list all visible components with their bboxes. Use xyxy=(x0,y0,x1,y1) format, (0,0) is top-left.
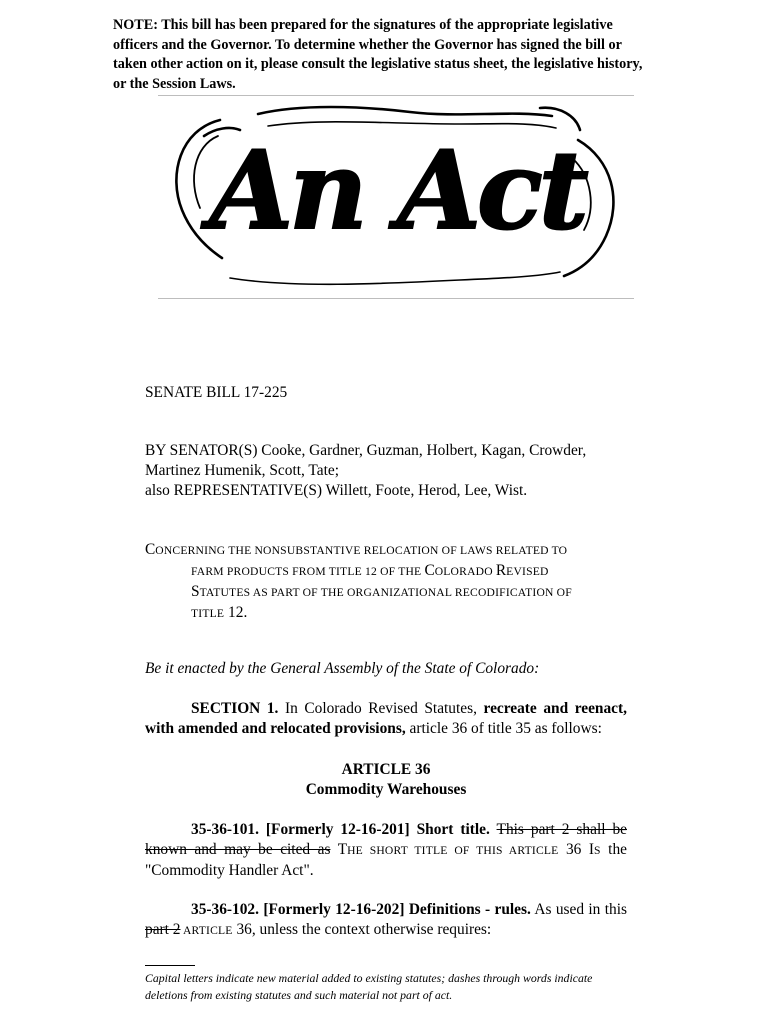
house-sponsors: also REPRESENTATIVE(S) Willett, Foote, Herod, Lee, Wist. xyxy=(145,482,528,499)
title-statutes-initial: S xyxy=(191,583,200,600)
section-1-text-end: article 36 of title 35 as follows: xyxy=(405,720,602,737)
section-35-36-102 xyxy=(145,900,627,941)
an-act-logo-text: An Act xyxy=(209,128,585,254)
legislative-note: NOTE: This bill has been prepared for the signatures of the appropriate legislative officers and the Governor. To determine whether the Governor has signed the bill or taken other action on it, please consult the legislative status sheet, the legislative history, or the Session Laws. xyxy=(113,17,643,92)
sec102-text: As used in this xyxy=(530,901,627,918)
section-1-heading: SECTION 1. xyxy=(191,700,279,717)
bill-title xyxy=(145,540,627,624)
sec101-deleted-text: This part 2 shall be known and may be cited as xyxy=(145,821,627,858)
article-title: ARTICLE 36 xyxy=(341,761,431,778)
sec101-heading: 35-36-101. [Formerly 12-16-201] Short title. xyxy=(191,821,490,838)
bill-number: SENATE BILL 17-225 xyxy=(145,384,288,401)
article-heading xyxy=(145,760,627,800)
title-colorado-rest: OLORADO xyxy=(434,565,496,578)
title-line-3: TATUTES AS PART OF THE ORGANIZATIONAL RECODIFICATION OF xyxy=(199,586,572,599)
title-revised-initial: R xyxy=(495,562,507,579)
title-line-1: ONCERNING THE NONSUBSTANTIVE RELOCATION OF LAWS RELATED TO xyxy=(155,544,568,557)
sec101-is-initial: I xyxy=(588,841,594,858)
sec101-is-rest: S xyxy=(594,844,601,857)
section-35-36-101 xyxy=(145,820,627,881)
footnote-rule xyxy=(145,965,195,966)
an-act-logo xyxy=(160,100,635,295)
section-1-bold-phrase: recreate and reenact, with amended and relocated provisions, xyxy=(145,700,627,737)
header-rule-bottom xyxy=(158,298,634,299)
sec102-text-end: , unless the context otherwise requires: xyxy=(251,921,492,938)
section-1 xyxy=(145,699,627,739)
title-colorado-initial: C xyxy=(424,562,435,579)
senate-sponsors: BY SENATOR(S) Cooke, Gardner, Guzman, Holbert, Kagan, Crowder, Martinez Humenik, Scott, Tate; xyxy=(145,442,587,479)
sec101-added-text: HE SHORT TITLE OF THIS ARTICLE xyxy=(347,844,559,857)
sec101-added-initial: T xyxy=(330,841,348,858)
title-line-4-number: 12. xyxy=(224,604,248,621)
sec101-article-number: 36 xyxy=(558,841,589,858)
title-revised-rest: EVISED xyxy=(506,565,549,578)
title-line-4: TITLE xyxy=(191,607,225,620)
sec102-article-number: 36 xyxy=(232,921,252,938)
sec101-text: the "Commodity Handler Act". xyxy=(145,841,627,879)
enacting-clause: Be it enacted by the General Assembly of the State of Colorado: xyxy=(145,660,540,677)
header-rule-top xyxy=(158,95,634,96)
article-subtitle: Commodity Warehouses xyxy=(305,781,467,798)
section-1-text: In Colorado Revised Statutes, xyxy=(278,700,484,717)
sec102-added-text: ARTICLE xyxy=(180,924,233,937)
title-line-2: FARM PRODUCTS FROM TITLE 12 OF THE xyxy=(191,565,425,578)
sec102-heading: 35-36-102. [Formerly 12-16-202] Definitions - rules. xyxy=(191,901,531,918)
title-first-letter: C xyxy=(145,541,156,558)
sponsors xyxy=(145,441,627,501)
footnote: Capital letters indicate new material added to existing statutes; dashes through words indicate deletions from existing statutes and such material not part of act. xyxy=(145,971,593,1002)
sec102-deleted-text: part 2 xyxy=(145,921,181,938)
